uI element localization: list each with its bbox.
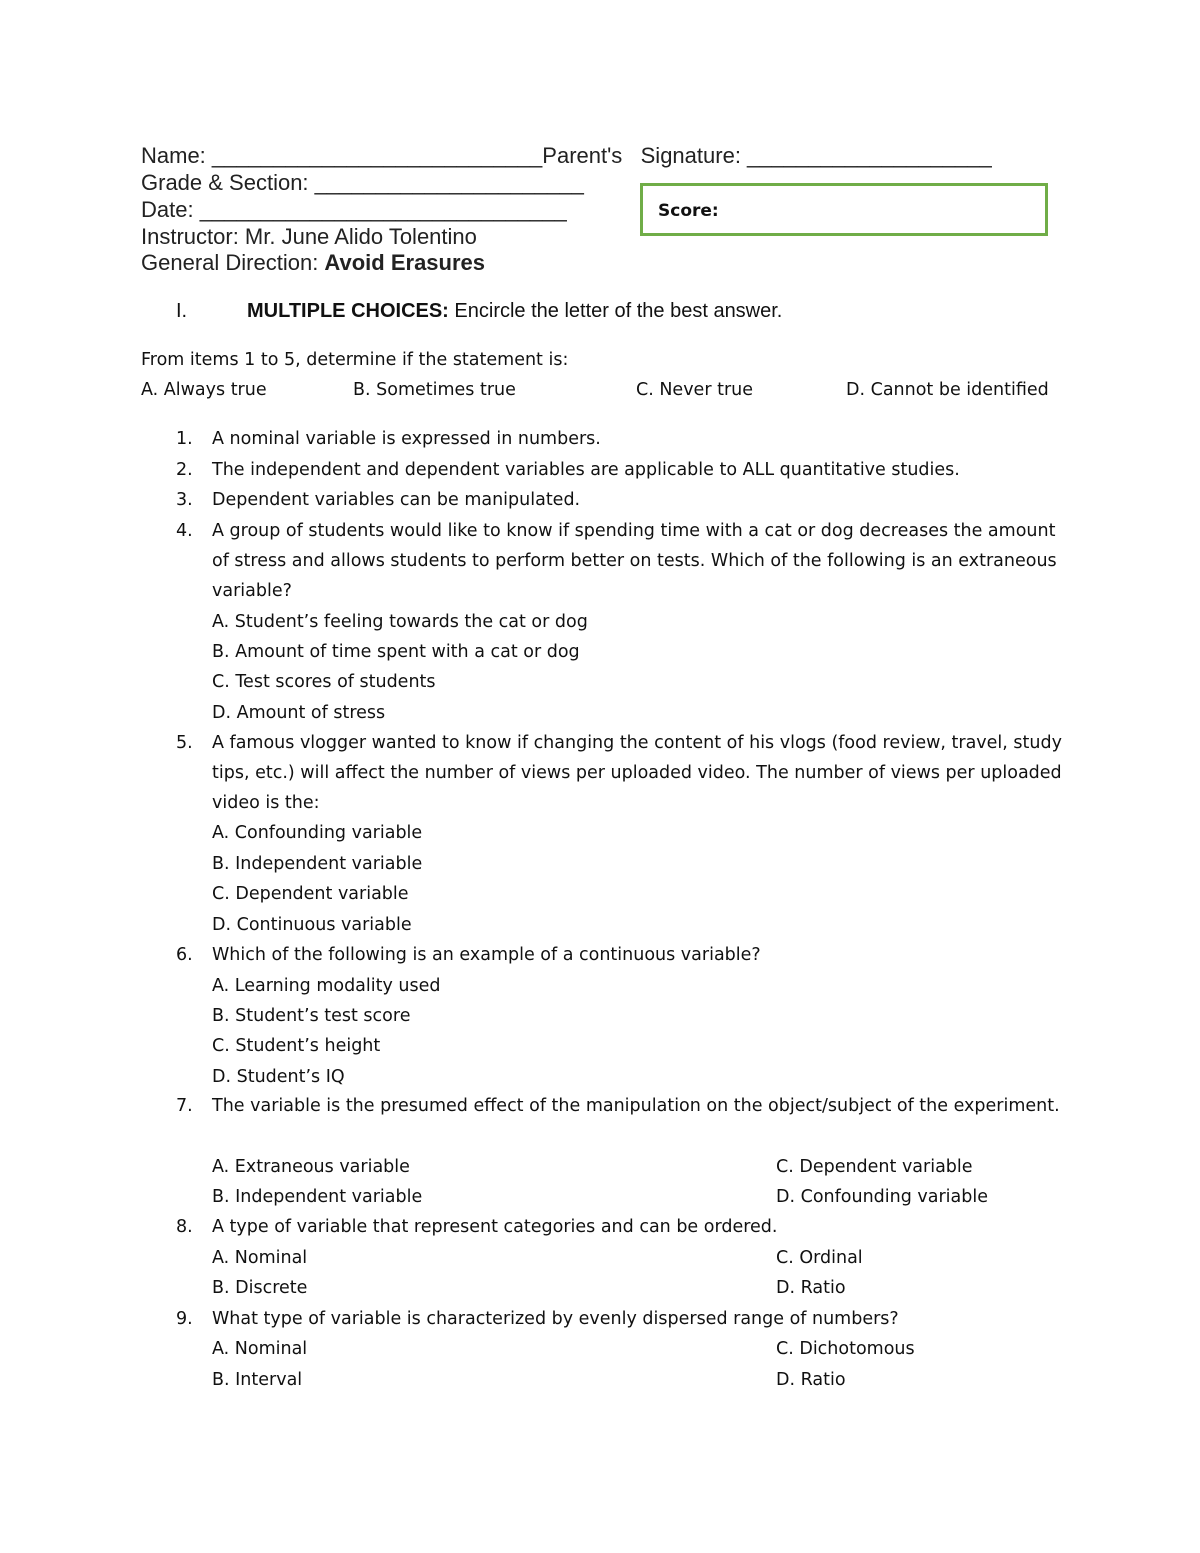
score-label: Score:	[658, 201, 719, 221]
item-7-option-b[interactable]: B. Independent variable	[212, 1187, 423, 1207]
name-line	[141, 143, 992, 169]
grade-line	[141, 170, 584, 196]
item-5-option-a[interactable]: A. Confounding variable	[212, 823, 423, 843]
item-9-option-d[interactable]: D. Ratio	[776, 1370, 846, 1390]
item-9-option-c[interactable]: C. Dichotomous	[776, 1339, 915, 1359]
item-3-text: Dependent variables can be manipulated.	[212, 490, 581, 510]
item-6-option-c[interactable]: C. Student’s height	[212, 1036, 381, 1056]
item-5-line-2: tips, etc.) will affect the number of views per uploaded video. The number of views per uploaded	[212, 763, 1062, 783]
item-2-number: 2.	[176, 460, 193, 480]
item-5-option-d[interactable]: D. Continuous variable	[212, 915, 412, 935]
item-8-option-b[interactable]: B. Discrete	[212, 1278, 308, 1298]
item-8-text: A type of variable that represent categories and can be ordered.	[212, 1217, 778, 1237]
item-4-option-d[interactable]: D. Amount of stress	[212, 703, 386, 723]
date-line	[141, 197, 567, 223]
item-4-line-2: of stress and allows students to perform better on tests. Which of the following is an extraneous	[212, 551, 1057, 571]
item-5-option-c[interactable]: C. Dependent variable	[212, 884, 409, 904]
item-4-option-a[interactable]: A. Student’s feeling towards the cat or dog	[212, 612, 588, 632]
instructor-line: Instructor: Mr. June Alido Tolentino	[141, 224, 477, 249]
item-9-option-a[interactable]: A. Nominal	[212, 1339, 308, 1359]
intro-choice-a: A. Always true	[141, 380, 267, 400]
item-7-text: The variable is the presumed effect of the manipulation on the object/subject of the experiment.	[212, 1096, 1060, 1116]
section-heading	[247, 299, 782, 323]
item-4-line-3: variable?	[212, 581, 292, 601]
item-1-number: 1.	[176, 429, 193, 449]
intro-choice-b: B. Sometimes true	[353, 380, 516, 400]
item-5-line-3: video is the:	[212, 793, 320, 813]
item-5-line-1: A famous vlogger wanted to know if changing the content of his vlogs (food review, travel, study	[212, 733, 1062, 753]
section-title: MULTIPLE CHOICES:	[247, 300, 449, 322]
item-6-number: 6.	[176, 945, 193, 965]
date-blank[interactable]: ______________________________	[199, 197, 567, 222]
item-8-number: 8.	[176, 1217, 193, 1237]
section-number: I.	[176, 300, 188, 322]
item-9-text: What type of variable is characterized by evenly dispersed range of numbers?	[212, 1309, 899, 1329]
item-7-option-d[interactable]: D. Confounding variable	[776, 1187, 988, 1207]
item-9-option-b[interactable]: B. Interval	[212, 1370, 303, 1390]
grade-blank[interactable]: ______________________	[314, 170, 584, 195]
item-5-option-b[interactable]: B. Independent variable	[212, 854, 423, 874]
item-9-number: 9.	[176, 1309, 193, 1329]
item-4-number: 4.	[176, 521, 193, 541]
item-4-option-b[interactable]: B. Amount of time spent with a cat or dog	[212, 642, 580, 662]
name-blank[interactable]: ___________________________	[211, 143, 543, 168]
grade-label: Grade & Section:	[141, 170, 315, 195]
item-4-line-1: A group of students would like to know if spending time with a cat or dog decreases the amount	[212, 521, 1056, 541]
item-7-option-c[interactable]: C. Dependent variable	[776, 1157, 973, 1177]
item-6-text: Which of the following is an example of a continuous variable?	[212, 945, 761, 965]
score-box[interactable]	[640, 183, 1048, 236]
item-2-text: The independent and dependent variables are applicable to ALL quantitative studies.	[212, 460, 960, 480]
parent-signature-blank[interactable]: ____________________	[747, 143, 992, 168]
date-label: Date:	[141, 197, 200, 222]
section-instruction: Encircle the letter of the best answer.	[448, 300, 783, 322]
item-6-option-d[interactable]: D. Student’s IQ	[212, 1067, 345, 1087]
direction-line	[141, 250, 485, 276]
direction-label: General Direction:	[141, 250, 325, 275]
item-7-option-a[interactable]: A. Extraneous variable	[212, 1157, 410, 1177]
intro-choice-d: D. Cannot be identified	[846, 380, 1049, 400]
item-6-option-a[interactable]: A. Learning modality used	[212, 976, 441, 996]
item-3-number: 3.	[176, 490, 193, 510]
intro-text: From items 1 to 5, determine if the statement is:	[141, 350, 569, 370]
direction-value: Avoid Erasures	[324, 250, 486, 275]
name-label: Name:	[141, 143, 212, 168]
item-8-option-d[interactable]: D. Ratio	[776, 1278, 846, 1298]
parent-signature-label: Parent's Signature:	[542, 143, 748, 168]
intro-choice-c: C. Never true	[636, 380, 753, 400]
item-8-option-c[interactable]: C. Ordinal	[776, 1248, 863, 1268]
item-7-number: 7.	[176, 1096, 193, 1116]
item-1-text: A nominal variable is expressed in numbers.	[212, 429, 601, 449]
item-6-option-b[interactable]: B. Student’s test score	[212, 1006, 411, 1026]
item-8-option-a[interactable]: A. Nominal	[212, 1248, 308, 1268]
item-4-option-c[interactable]: C. Test scores of students	[212, 672, 436, 692]
item-5-number: 5.	[176, 733, 193, 753]
